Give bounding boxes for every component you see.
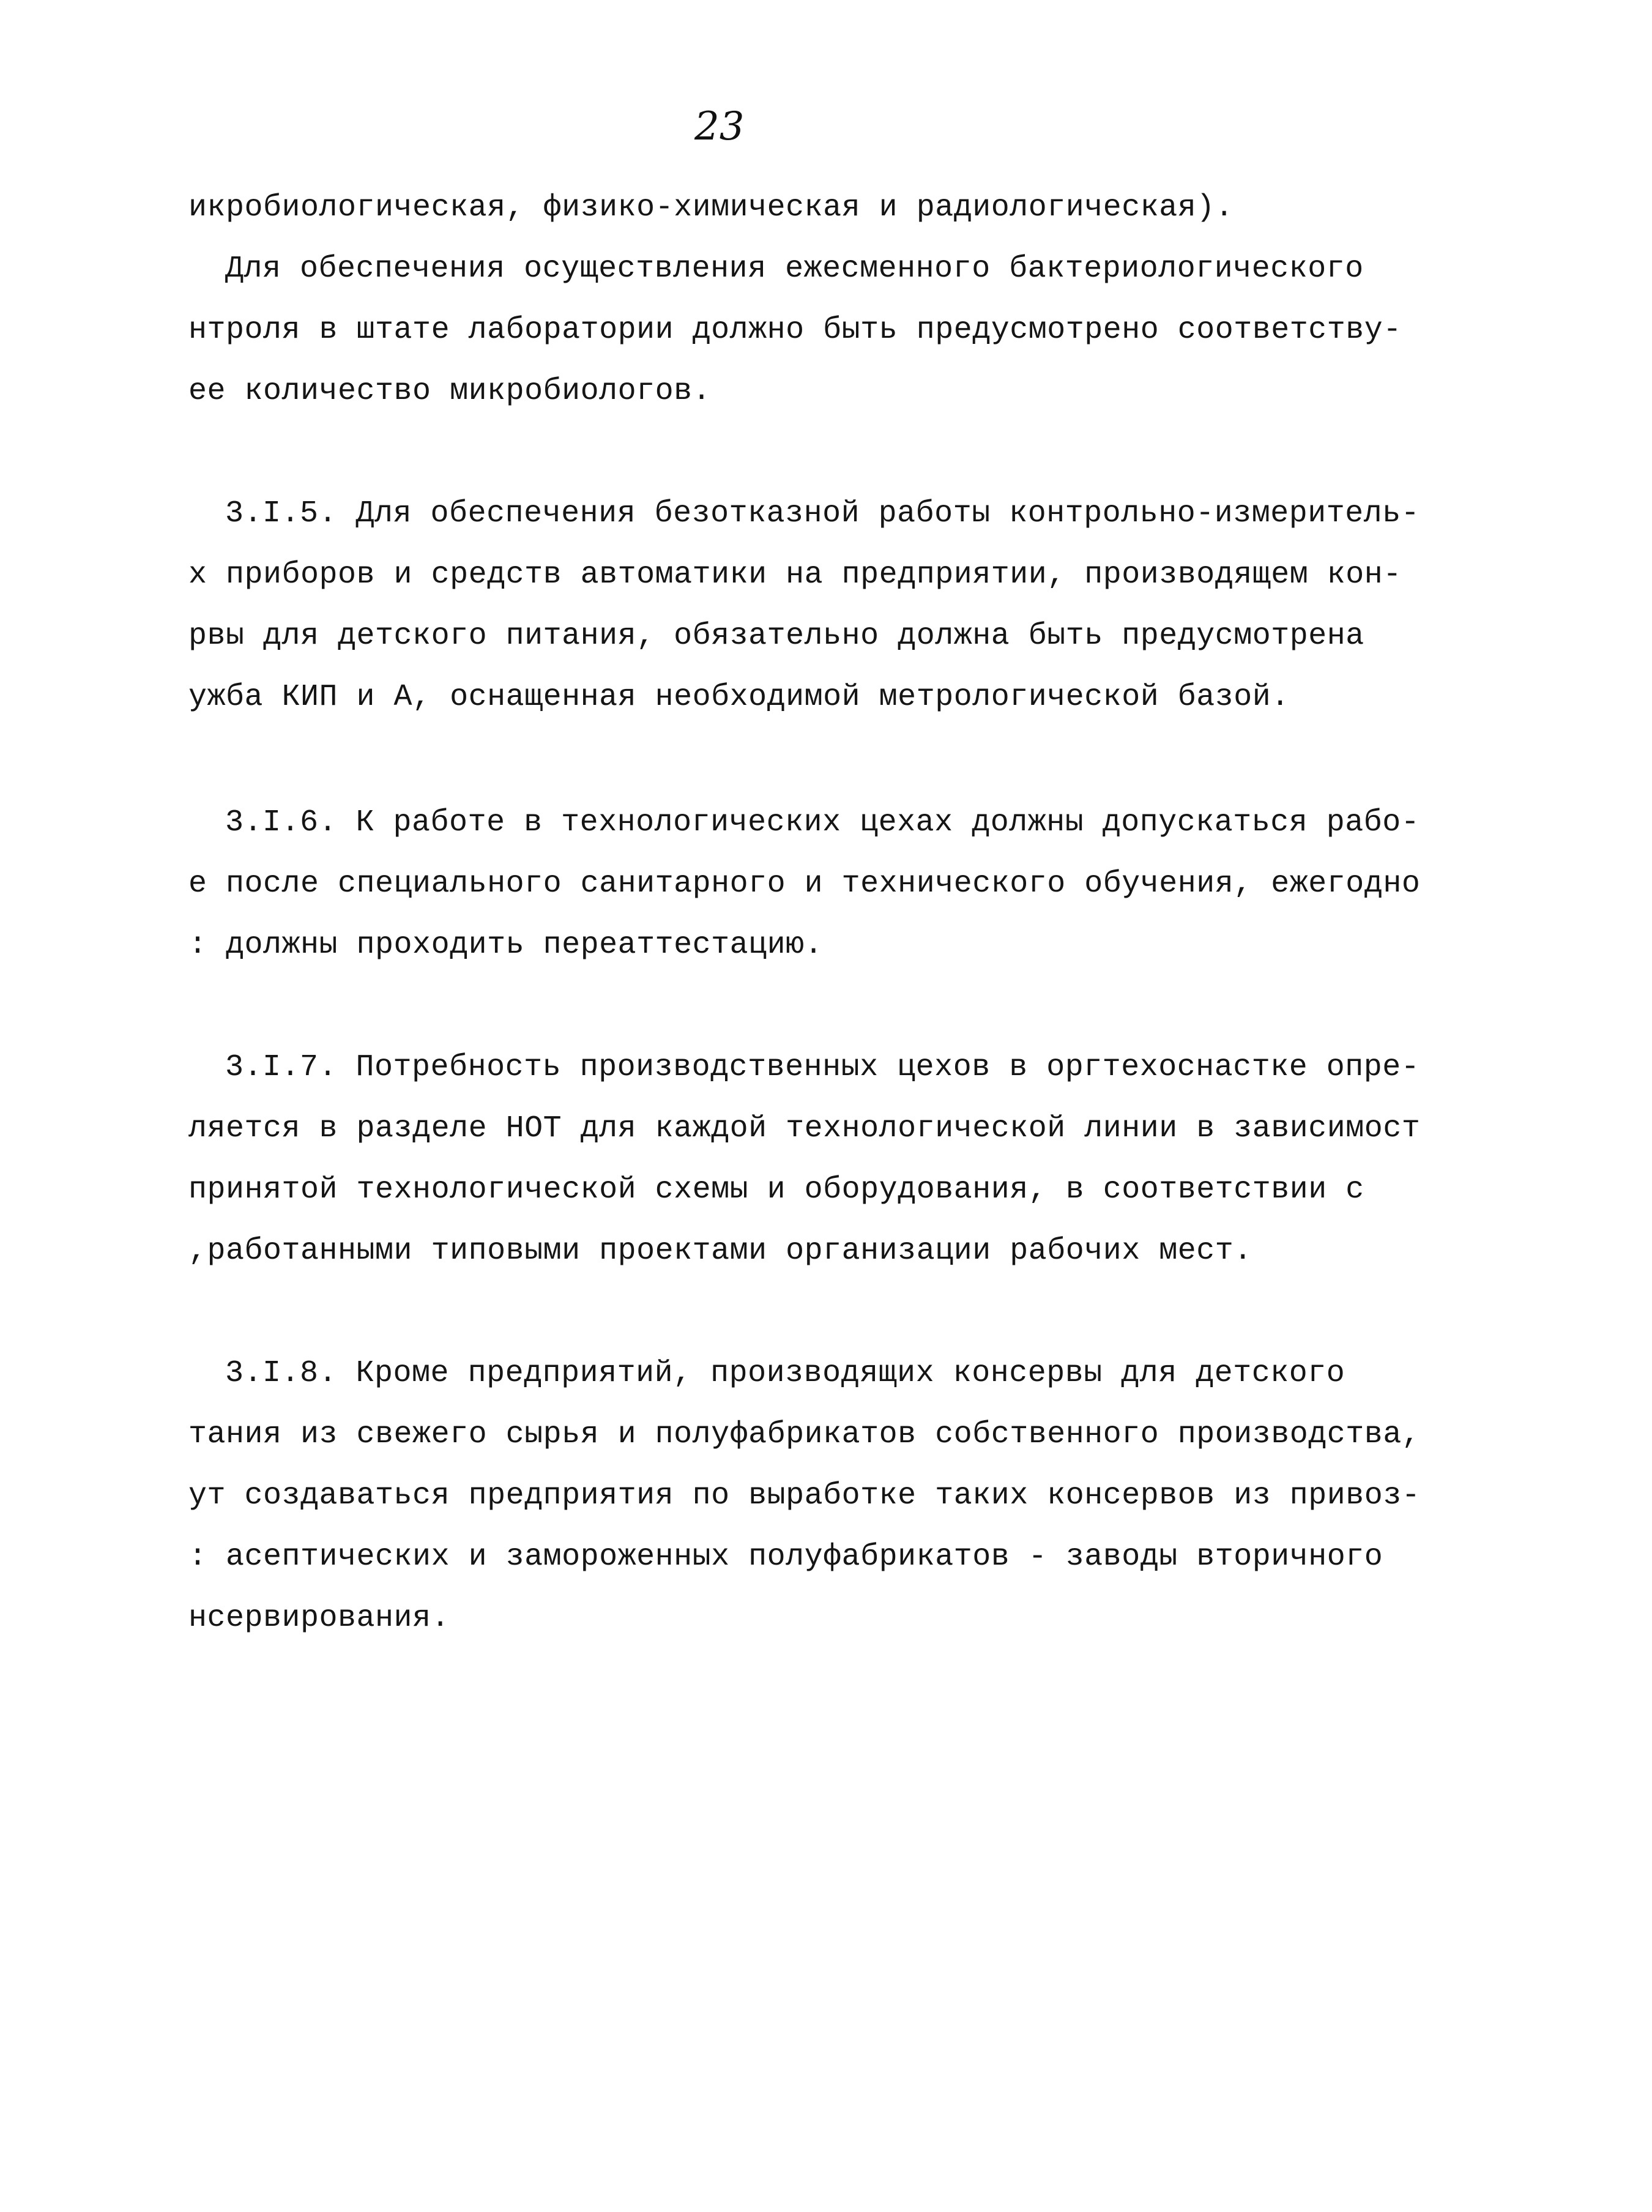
text-line: : асептических и замороженных полуфабрикатов - заводы вторичного: [188, 1540, 1383, 1574]
text-line: ее количество микробиологов.: [188, 374, 712, 409]
text-line: тания из свежего сырья и полуфабрикатов собственного производства,: [188, 1417, 1421, 1452]
text-line: нтроля в штате лаборатории должно быть предусмотрено соответству-: [188, 313, 1402, 348]
text-line: 3.I.8. Кроме предприятий, производящих консервы для детского: [225, 1356, 1345, 1391]
text-line: рвы для детского питания, обязательно должна быть предусмотрена: [188, 619, 1364, 654]
text-line: ужба КИП и А, оснащенная необходимой метрологической базой.: [188, 680, 1290, 715]
text-line: 3.I.7. Потребность производственных цехов в оргтехоснастке опре-: [225, 1050, 1420, 1085]
text-line: : должны проходить переаттестацию.: [188, 928, 824, 963]
text-line: икробиологическая, физико-химическая и радиологическая).: [188, 190, 1234, 225]
text-line: Для обеспечения осуществления ежесменного бактериологического: [225, 251, 1364, 286]
text-line: 3.I.5. Для обеспечения безотказной работы контрольно-измеритель-: [225, 496, 1420, 531]
text-line: е после специального санитарного и технического обучения, ежегодно: [188, 866, 1421, 901]
text-line: принятой технологической схемы и оборудования, в соответствии с: [188, 1172, 1364, 1207]
page-number: 23: [694, 104, 745, 149]
text-line: 3.I.6. К работе в технологических цехах должны допускаться рабо-: [225, 805, 1420, 840]
text-line: ут создаваться предприятия по выработке таких консервов из привоз-: [188, 1478, 1421, 1513]
text-line: х приборов и средств автоматики на предприятии, производящем кон-: [188, 557, 1402, 592]
text-line: ляется в разделе НОТ для каждой технологической линии в зависимост: [188, 1111, 1421, 1146]
text-line: нсервирования.: [188, 1601, 450, 1636]
text-line: ,работанными типовыми проектами организации рабочих мест.: [188, 1234, 1252, 1268]
